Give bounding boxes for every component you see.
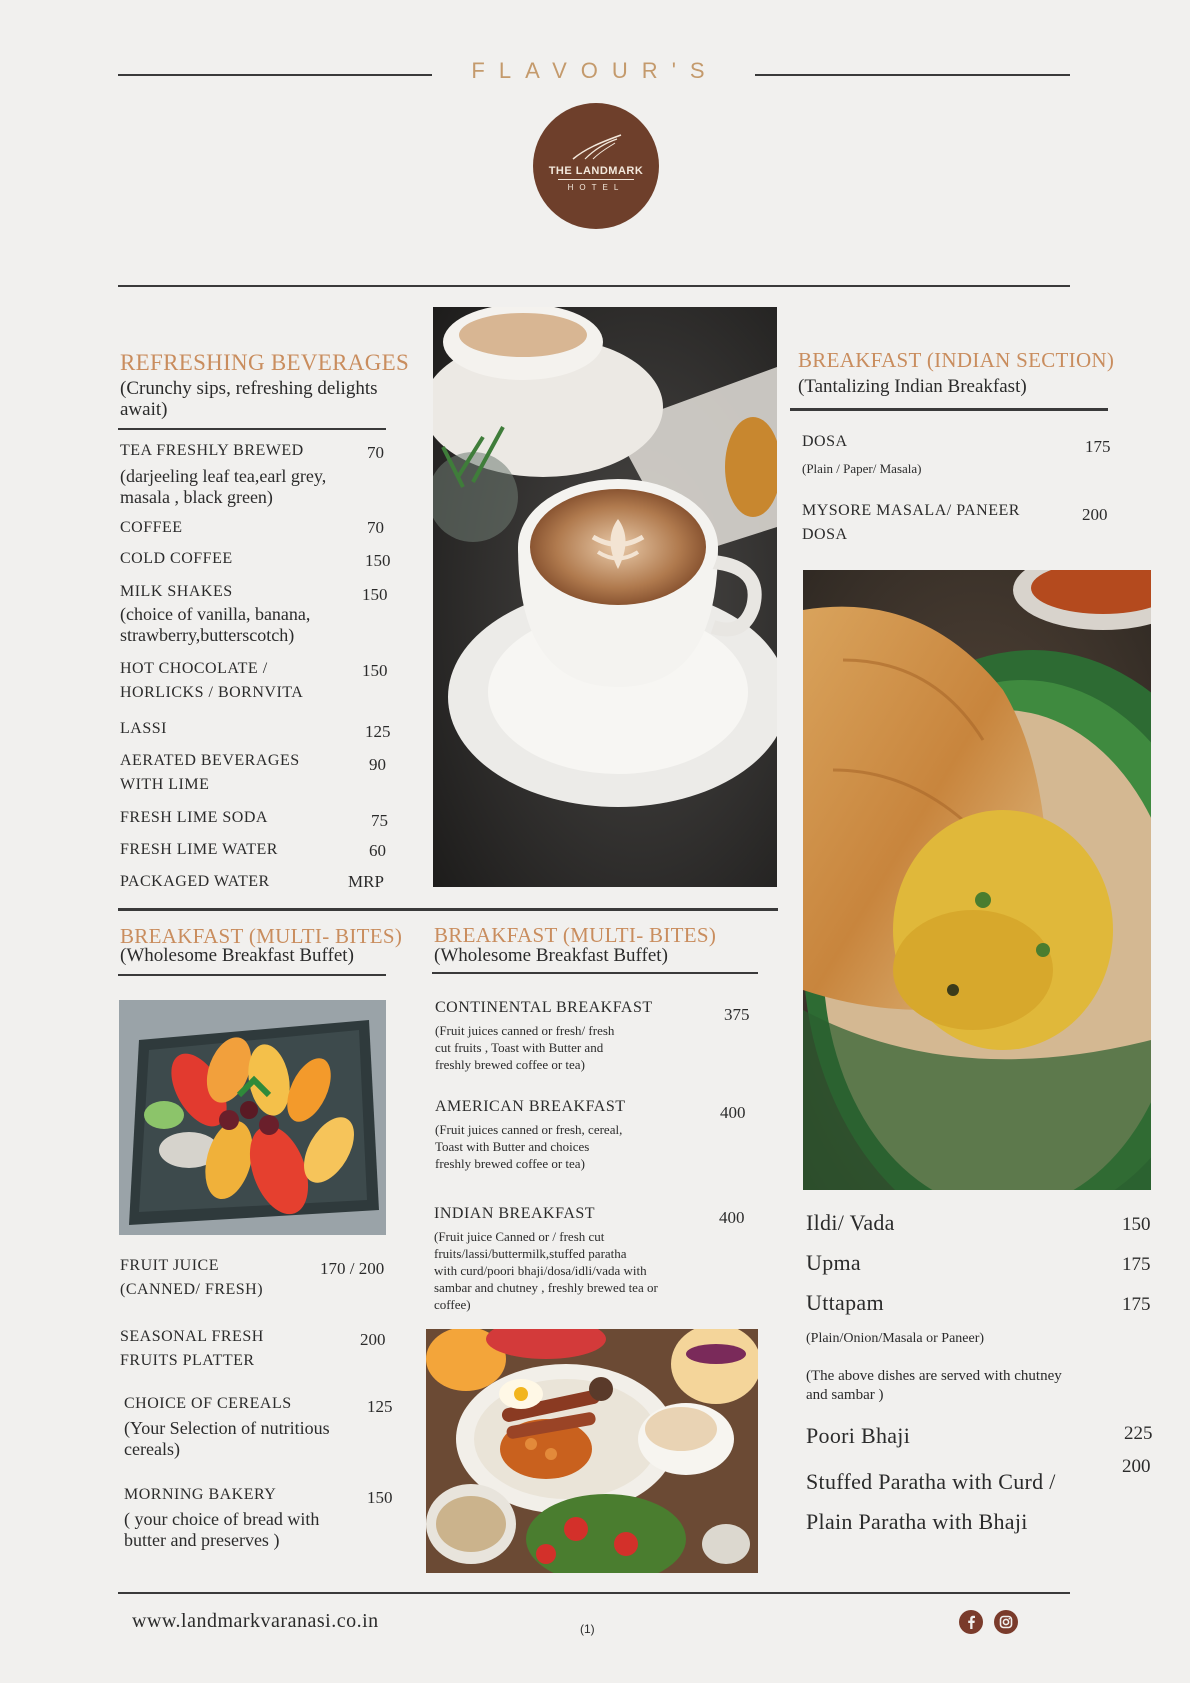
footer-rule [118, 1592, 1070, 1594]
logo-line2: HOTEL [567, 183, 625, 192]
dosa-photo [803, 570, 1151, 1190]
item-price: 150 [365, 551, 391, 570]
menu-item: LASSI [120, 720, 167, 737]
coffee-photo [433, 307, 777, 887]
item-price: 150 [367, 1488, 393, 1507]
item-price: 375 [724, 1005, 750, 1024]
item-price: 400 [719, 1208, 745, 1227]
menu-item: Stuffed Paratha with Curd / Plain Paratha with Bhaji [806, 1469, 1056, 1534]
multi-bites-mid-title: BREAKFAST (MULTI- BITES) [434, 923, 717, 947]
item-price: 200 [1082, 505, 1108, 524]
item-description: (Fruit juices canned or fresh, cereal, Toast with Butter and choices freshly brewed coffee or tea) [435, 1122, 623, 1171]
menu-item: Upma [806, 1250, 861, 1275]
menu-item: COLD COFFEE [120, 550, 233, 567]
item-price: 170 / 200 [320, 1259, 385, 1278]
menu-item: AERATED BEVERAGES WITH LIME [120, 752, 300, 793]
item-price: 150 [1122, 1214, 1151, 1235]
item-description: (Plain/Onion/Masala or Paneer) [806, 1331, 985, 1346]
header-divider [118, 285, 1070, 287]
item-description: (Plain / Paper/ Masala) [802, 461, 922, 476]
beverages-rule [118, 428, 386, 430]
indian-breakfast-title: BREAKFAST (INDIAN SECTION) [798, 348, 1115, 372]
multi-bites-left-title: BREAKFAST (MULTI- BITES) [120, 924, 403, 948]
logo-line1: THE LANDMARK [548, 165, 644, 177]
hotel-logo [533, 103, 659, 229]
menu-item: Poori Bhaji [806, 1423, 911, 1448]
item-price: 200 [360, 1330, 386, 1349]
menu-item: MILK SHAKES [120, 583, 233, 600]
menu-item: MORNING BAKERY [124, 1486, 277, 1503]
menu-item: COFFEE [120, 519, 183, 536]
served-note: (The above dishes are served with chutney and sambar ) [806, 1368, 1062, 1403]
item-description: (Fruit juices canned or fresh/ fresh cut fruits , Toast with Butter and freshly brewed coffee or tea) [435, 1023, 615, 1072]
item-price: 125 [367, 1397, 393, 1416]
beverages-title: REFRESHING BEVERAGES [120, 350, 410, 375]
item-description: (choice of vanilla, banana, strawberry,butterscotch) [120, 604, 311, 645]
facebook-icon[interactable] [959, 1610, 983, 1634]
item-price: 175 [1122, 1294, 1151, 1315]
item-price: 175 [1085, 437, 1111, 456]
item-description: (darjeeling leaf tea,earl grey, masala , black green) [120, 466, 327, 507]
menu-item: Uttapam [806, 1290, 884, 1315]
menu-item: HOT CHOCOLATE / HORLICKS / BORNVITA [120, 660, 304, 701]
menu-item: DOSA [802, 433, 848, 450]
mid-divider [118, 908, 778, 911]
item-price: 150 [362, 585, 388, 604]
menu-item: Ildi/ Vada [806, 1210, 895, 1235]
item-description: (Your Selection of nutritious cereals) [124, 1418, 330, 1459]
menu-item: CONTINENTAL BREAKFAST [435, 999, 653, 1016]
item-price: 70 [367, 518, 384, 537]
item-price: 200 [1122, 1456, 1151, 1477]
item-price: 60 [369, 841, 386, 860]
menu-item: PACKAGED WATER [120, 873, 270, 890]
multi-bites-left-subtitle: (Wholesome Breakfast Buffet) [120, 945, 354, 966]
item-description: (Fruit juice Canned or / fresh cut fruits/lassi/buttermilk,stuffed paratha with curd/poori bhaji/dosa/idli/vada with sambar and chutney , freshly brewed tea or coffee) [434, 1229, 658, 1312]
item-description: ( your choice of bread with butter and preserves ) [124, 1509, 320, 1550]
indian-breakfast-subtitle: (Tantalizing Indian Breakfast) [798, 376, 1027, 397]
item-price: MRP [348, 872, 384, 891]
item-price: 90 [369, 755, 386, 774]
item-price: 225 [1124, 1423, 1153, 1444]
multi-bites-mid-subtitle: (Wholesome Breakfast Buffet) [434, 945, 668, 966]
item-price: 125 [365, 722, 391, 741]
item-price: 175 [1122, 1254, 1151, 1275]
indian-breakfast-rule [790, 408, 1108, 411]
menu-item: CHOICE OF CEREALS [124, 1395, 292, 1412]
menu-item: MYSORE MASALA/ PANEER DOSA [802, 502, 1020, 543]
item-price: 75 [371, 811, 388, 830]
fruit-platter-photo [119, 1000, 386, 1235]
page-number: (1) [580, 1622, 595, 1636]
multi-mid-rule [432, 972, 758, 974]
item-price: 150 [362, 661, 388, 680]
item-price: 70 [367, 443, 384, 462]
website-link[interactable]: www.landmarkvaranasi.co.in [132, 1610, 379, 1632]
menu-item: TEA FRESHLY BREWED [120, 442, 304, 459]
header-rule-right [755, 74, 1070, 76]
instagram-icon[interactable] [994, 1610, 1018, 1634]
menu-item: SEASONAL FRESH FRUITS PLATTER [120, 1328, 264, 1369]
multi-left-rule [118, 974, 386, 976]
item-price: 400 [720, 1103, 746, 1122]
menu-item: FRESH LIME SODA [120, 809, 268, 826]
menu-item: AMERICAN BREAKFAST [435, 1098, 626, 1115]
breakfast-spread-photo [426, 1329, 758, 1573]
menu-item: INDIAN BREAKFAST [434, 1205, 596, 1222]
menu-item: FRUIT JUICE (CANNED/ FRESH) [120, 1257, 264, 1298]
menu-item: FRESH LIME WATER [120, 841, 278, 858]
beverages-subtitle: (Crunchy sips, refreshing delights await) [120, 378, 378, 420]
bird-icon [571, 133, 623, 163]
brand-title: FLAVOUR'S [471, 58, 719, 83]
